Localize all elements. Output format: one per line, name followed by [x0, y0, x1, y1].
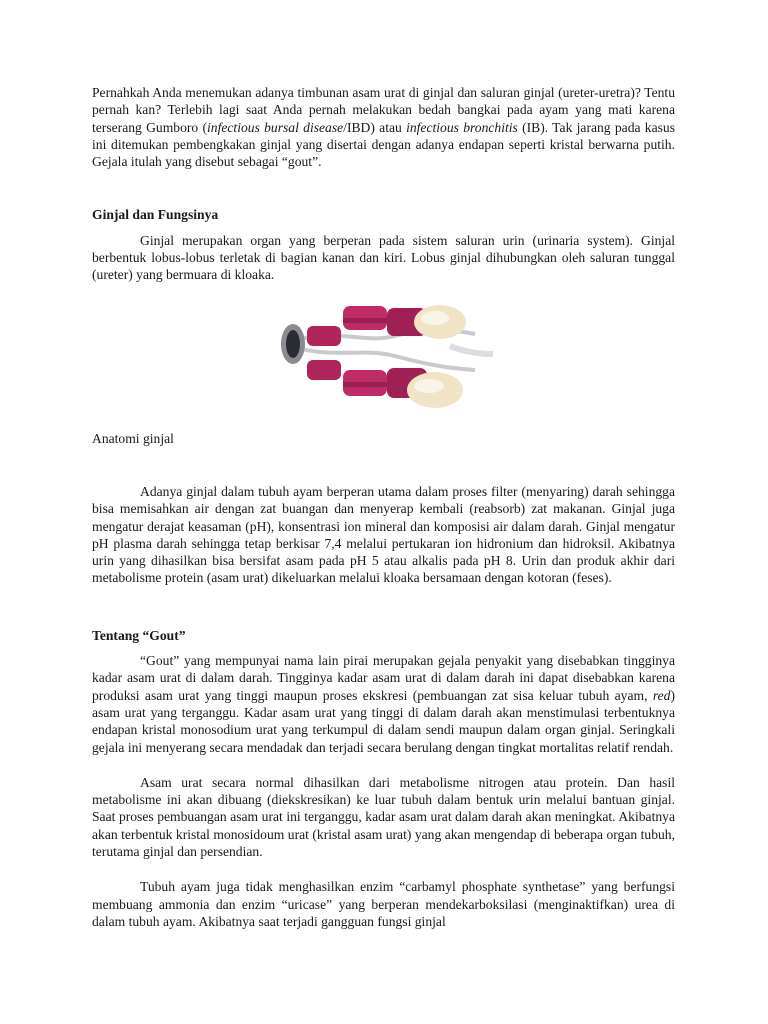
- section-heading-gout: Tentang “Gout”: [92, 627, 186, 643]
- intro-italic-1: infectious bursal disease: [207, 119, 344, 135]
- intro-paragraph: [92, 84, 675, 170]
- intro-text-2: /IBD) atau: [343, 119, 407, 135]
- document-page: [92, 84, 675, 930]
- intro-text-1: Pernahkah Anda menemukan adanya timbunan asam urat di ginjal dan saluran ginjal (ureter-uretra)? Tentu pernah kan? Terlebih lagi saat Anda pernah melakukan bedah bangkai pada ayam yang mati karena terserang Gumboro (: [92, 85, 675, 135]
- ginjal-paragraph-2: Adanya ginjal dalam tubuh ayam berperan utama dalam proses filter (menyaring) darah sehingga bisa memisahkan air dengan zat buangan dan menyerap kembali (reabsorb) zat makanan. Ginjal juga mengatur derajat keasaman (pH), konsentrasi ion mineral dan komposisi air dalam darah. Ginjal mengatur pH plasma darah sehingga tetap berkisar 7,4 melalui pertukaran ion hidronium dan hidroksil. Akibatnya urin yang dihasilkan bisa bersifat asam pada pH 5 atau alkalis pada pH 8. Urin dan produk akhir dari metabolisme protein (asam urat) dikeluarkan melalui kloaka bersamaan dengan kotoran (feses).: [92, 483, 675, 586]
- gout-paragraph-2: Asam urat secara normal dihasilkan dari metabolisme nitrogen atau protein. Dan hasil metabolisme ini akan dibuang (diekskresikan) ke luar tubuh dalam bentuk urin melalui bantuan ginjal. Saat proses pembuangan asam urat ini terganggu, kadar asam urat dalam darah akan meningkat. Akibatnya akan terbentuk kristal monosidoum urat (kristal asam urat) yang akan mengendap di beberapa organ tubuh, terutama ginjal dan persendian.: [92, 774, 675, 860]
- ginjal-paragraph-1: Ginjal merupakan organ yang berperan pada sistem saluran urin (urinaria system). Ginjal berbentuk lobus-lobus terletak di bagian kanan dan kiri. Lobus ginjal dihubungkan oleh saluran tunggal (ureter) yang bermuara di kloaka.: [92, 232, 675, 283]
- intro-italic-2: infectious bronchitis: [406, 119, 518, 135]
- gout-paragraph-3: Tubuh ayam juga tidak menghasilkan enzim “carbamyl phosphate synthetase” yang berfungsi membuang ammonia dan enzim “uricase” yang berperan mendekarboksilasi (menginaktifkan) urea di dalam tubuh ayam. Akibatnya saat terjadi gangguan fungsi ginjal: [92, 879, 675, 929]
- intro-text-3: (IB). Tak jarang pada kasus ini ditemukan pembengkakan ginjal yang disertai dengan adanya endapan seperti kristal berwarna putih. Gejala itulah yang disebut sebagai “gout”.: [92, 119, 676, 170]
- figure-caption: Anatomi ginjal: [92, 430, 174, 446]
- gout-paragraph-1: [92, 652, 675, 756]
- kidney-anatomy-figure: [275, 298, 495, 416]
- gout-paragraph-1-italic: red: [652, 687, 671, 703]
- gout-paragraph-1-text-b: ) asam urat yang terganggu. Kadar asam urat yang tinggi di dalam darah akan menstimulasi terbentuknya endapan kristal monosodium urat yang terkumpul di dalam sendi maupun dalam organ ginjal. Seringkali gejala ini menyerang secara mendadak dan terjadi secara berulang dengan tingkat mortalitas relatif rendah.: [92, 687, 675, 755]
- gout-paragraph-1-text-a: “Gout” yang mempunyai nama lain pirai merupakan gejala penyakit yang disebabkan tingginya kadar asam urat di dalam darah. Tingginya kadar asam urat di dalam darah ini dapat disebabkan karena produksi asam urat yang tinggi maupun proses ekskresi (pembuangan zat sisa keluar tubuh ayam,: [92, 653, 675, 703]
- kidney-anatomy-illustration: [275, 298, 495, 416]
- section-heading-ginjal: Ginjal dan Fungsinya: [92, 207, 219, 223]
